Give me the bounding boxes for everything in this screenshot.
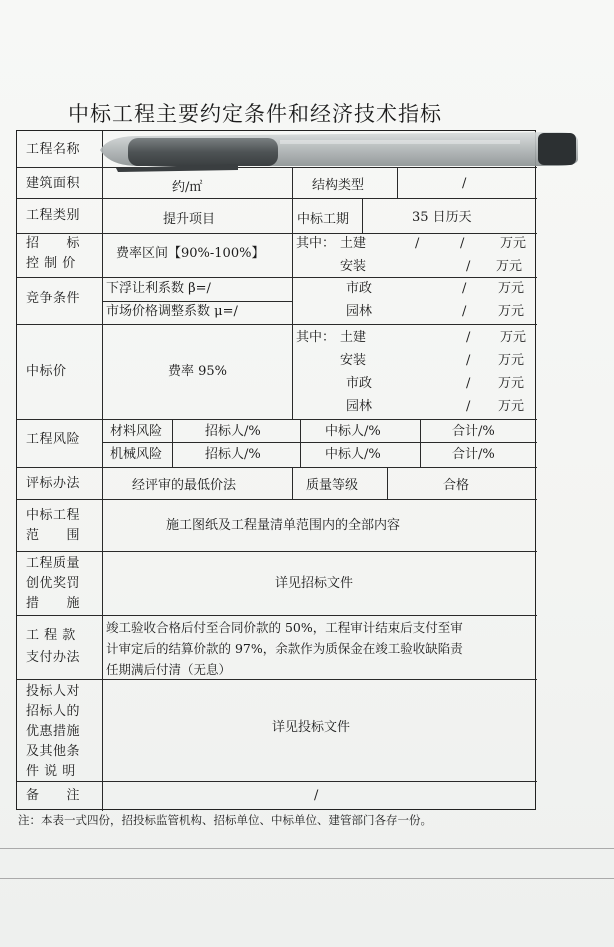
project-name-label: 工程名称 [26,142,81,157]
row-divider [17,499,537,500]
item-municipal: 市政 [346,281,373,296]
item-landscape-2: 园林 [346,399,373,414]
remark-value: / [314,788,319,803]
row-divider [17,679,537,680]
row-divider [17,551,537,552]
col-divider [102,131,103,811]
material-tenderer-pct: 招标人/% [205,424,261,439]
quality-award-label-2: 创优奖罚 [26,576,81,591]
offer-label-3: 优惠措施 [26,724,81,739]
payment-label-2: 支付办法 [26,650,81,665]
item-landscape-2-b: / [466,399,471,414]
item-civil-2-unit: 万元 [500,330,527,345]
payment-line-1: 竣工验收合格后付至合同价款的 50%，工程审计结束后支付至审 [106,620,463,635]
scope-label-1: 中标工程 [26,508,81,523]
row-divider [102,301,292,302]
item-civil-unit: 万元 [500,236,527,251]
row-divider [17,198,537,199]
item-install-2-unit: 万元 [498,353,525,368]
col-divider [172,419,173,467]
duration-label: 中标工期 [297,212,350,227]
col-divider [292,467,293,499]
row-divider [17,324,537,325]
item-municipal-unit: 万元 [498,281,525,296]
item-civil-a: / [415,236,420,251]
item-civil: 土建 [340,236,367,251]
bid-control-label-2: 控 制 价 [26,256,76,271]
col-divider [420,419,421,467]
row-divider [17,467,537,468]
material-total-pct: 合计/% [452,424,495,439]
quality-grade-value: 合格 [443,478,470,493]
item-municipal-2-b: / [466,376,471,391]
project-type-label: 工程类别 [26,208,81,223]
row-divider [17,419,537,420]
scope-value: 施工图纸及工程量清单范围内的全部内容 [166,518,401,533]
col-divider [300,419,301,467]
item-install: 安装 [340,259,367,274]
row-divider [17,233,537,234]
col-divider [292,233,293,419]
offer-label-5: 件 说 明 [26,764,76,779]
page-rule [0,878,614,879]
float-coefficient: 下浮让利系数 β=/ [106,281,211,296]
machine-risk-label: 机械风险 [110,447,163,462]
quality-award-label-3: 措 施 [26,596,81,611]
pen-icon [98,130,588,174]
machine-bidder-pct: 中标人/% [325,447,381,462]
material-bidder-pct: 中标人/% [325,424,381,439]
offer-label-2: 招标人的 [26,704,81,719]
building-area-label: 建筑面积 [26,176,81,191]
offer-value: 详见投标文件 [272,720,351,735]
indicator-table [16,130,536,810]
col-divider [362,198,363,233]
item-civil-b: / [460,236,465,251]
offer-label-4: 及其他条 [26,744,81,759]
item-municipal-2-unit: 万元 [498,376,525,391]
structure-type-label: 结构类型 [312,178,365,193]
row-divider [17,615,537,616]
winning-price-value: 费率 95% [168,364,228,379]
item-install-2: 安装 [340,353,367,368]
item-install-unit: 万元 [496,259,523,274]
duration-value: 35 日历天 [412,210,472,225]
col-divider [292,198,293,233]
item-install-2-b: / [466,353,471,368]
material-risk-label: 材料风险 [110,424,163,439]
payment-label-1: 工 程 款 [26,628,76,643]
item-municipal-b: / [462,281,467,296]
page-title: 中标工程主要约定条件和经济技术指标 [68,102,442,126]
item-civil-2-b: / [466,330,471,345]
quality-award-value: 详见招标文件 [275,576,354,591]
item-civil-2: 土建 [340,330,367,345]
risk-label: 工程风险 [26,432,81,447]
market-coefficient: 市场价格调整系数 μ=/ [106,304,238,319]
machine-tenderer-pct: 招标人/% [205,447,261,462]
machine-total-pct: 合计/% [452,447,495,462]
evaluation-label: 评标办法 [26,476,81,491]
project-type-value: 提升项目 [163,212,216,227]
payment-line-2: 计审定后的结算价款的 97%，余款作为质保金在竣工验收缺陷责 [106,641,463,656]
evaluation-value: 经评审的最低价法 [132,478,237,493]
col-divider [387,467,388,499]
row-divider [102,442,537,443]
footnote: 注：本表一式四份，招投标监管机构、招标单位、中标单位、建管部门各存一份。 [18,813,432,827]
item-landscape-b: / [462,304,467,319]
page-rule [0,848,614,849]
remark-label: 备 注 [26,788,81,803]
breakdown-prefix-2: 其中： [296,330,336,345]
building-area-value: 约/㎡ [172,180,203,195]
breakdown-prefix: 其中： [296,236,336,251]
payment-line-3: 任期满后付清（无息） [106,662,232,677]
bid-control-label-1: 招 标 [26,236,81,251]
item-install-b: / [466,259,471,274]
item-municipal-2: 市政 [346,376,373,391]
winning-price-label: 中标价 [26,364,67,379]
row-divider [17,277,537,278]
item-landscape-unit: 万元 [498,304,525,319]
structure-type-value: / [462,176,467,191]
row-divider [17,781,537,782]
scope-label-2: 范 围 [26,528,81,543]
item-landscape: 园林 [346,304,373,319]
competition-label: 竞争条件 [26,291,81,306]
offer-label-1: 投标人对 [26,684,81,699]
quality-award-label-1: 工程质量 [26,556,81,571]
quality-grade-label: 质量等级 [306,478,359,493]
item-landscape-2-unit: 万元 [498,399,525,414]
bid-control-value: 费率区间【90%-100%】 [116,246,265,261]
